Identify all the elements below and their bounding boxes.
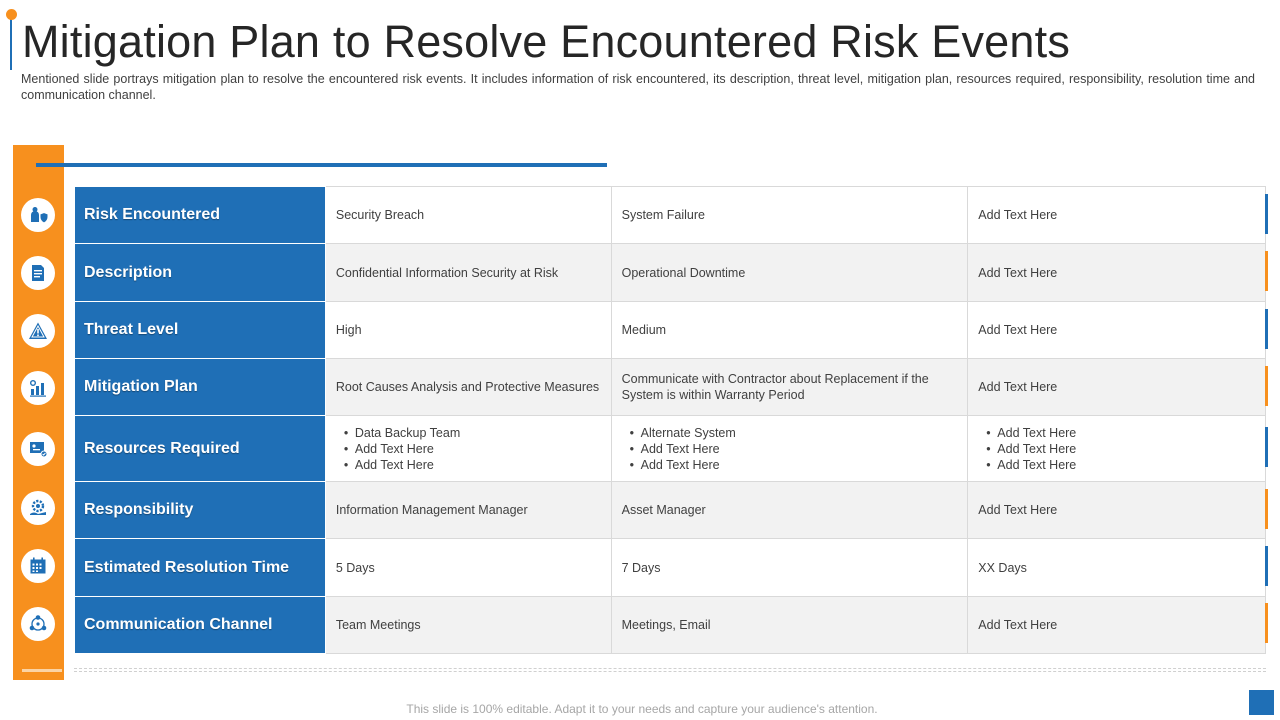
page-title: Mitigation Plan to Resolve Encountered Risk Events bbox=[22, 16, 1071, 67]
table-cell bbox=[325, 416, 611, 482]
document-icon bbox=[21, 256, 55, 290]
table-cell: High bbox=[325, 302, 611, 359]
table-cell: System Failure bbox=[611, 187, 968, 244]
table-cell: Asset Manager bbox=[611, 482, 968, 539]
top-blue-bar bbox=[36, 163, 607, 167]
table-cell: Team Meetings bbox=[325, 597, 611, 654]
title-accent-line bbox=[10, 14, 12, 70]
calendar-icon bbox=[21, 549, 55, 583]
page-subtitle: Mentioned slide portrays mitigation plan to resolve the encountered risk events. It includes information of risk encountered, its description, threat level, mitigation plan, resources required, responsibility, resolution time and communication channel. bbox=[21, 72, 1255, 102]
table-row bbox=[75, 539, 1266, 597]
row-header-mitigation-plan: Mitigation Plan bbox=[75, 359, 326, 416]
row-header-description: Description bbox=[75, 244, 326, 302]
table-cell: Medium bbox=[611, 302, 968, 359]
table-cell: Confidential Information Security at Risk bbox=[325, 244, 611, 302]
title-accent-dot bbox=[6, 9, 17, 20]
table-row bbox=[75, 244, 1266, 302]
gear-hand-icon bbox=[21, 491, 55, 525]
table-cell bbox=[611, 416, 968, 482]
table-row bbox=[75, 597, 1266, 654]
row-accent-tick bbox=[1265, 366, 1268, 406]
table-cell: 7 Days bbox=[611, 539, 968, 597]
list-item: • Add Text Here bbox=[344, 457, 601, 473]
table-cell: XX Days bbox=[968, 539, 1266, 597]
row-accent-tick bbox=[1265, 489, 1268, 529]
table-cell: Add Text Here bbox=[968, 187, 1266, 244]
bullet-list bbox=[622, 425, 958, 473]
table-row bbox=[75, 302, 1266, 359]
row-header-resources-required: Resources Required bbox=[75, 416, 326, 482]
bar-chart-icon bbox=[21, 371, 55, 405]
table-cell: Communicate with Contractor about Replacement if the System is within Warranty Period bbox=[611, 359, 968, 416]
row-accent-tick bbox=[1265, 194, 1268, 234]
table-cell bbox=[968, 416, 1266, 482]
table-cell: Add Text Here bbox=[968, 359, 1266, 416]
corner-blue-square bbox=[1249, 690, 1274, 715]
bottom-dashed-divider bbox=[74, 668, 1266, 672]
table-cell: Operational Downtime bbox=[611, 244, 968, 302]
table-row bbox=[75, 359, 1266, 416]
list-item: • Data Backup Team bbox=[344, 425, 601, 441]
table-cell: Add Text Here bbox=[968, 482, 1266, 539]
warning-triangle-icon bbox=[21, 314, 55, 348]
table-cell: Meetings, Email bbox=[611, 597, 968, 654]
list-item: • Add Text Here bbox=[630, 441, 958, 457]
table-cell: Add Text Here bbox=[968, 302, 1266, 359]
table-cell: Add Text Here bbox=[968, 597, 1266, 654]
list-item: • Add Text Here bbox=[344, 441, 601, 457]
network-people-icon bbox=[21, 607, 55, 641]
list-item: • Add Text Here bbox=[986, 441, 1255, 457]
list-item: • Add Text Here bbox=[630, 457, 958, 473]
row-header-threat-level: Threat Level bbox=[75, 302, 326, 359]
table-row bbox=[75, 187, 1266, 244]
row-header-estimated-resolution-time: Estimated Resolution Time bbox=[75, 539, 326, 597]
table-cell: Information Management Manager bbox=[325, 482, 611, 539]
table-row bbox=[75, 482, 1266, 539]
mitigation-table bbox=[74, 186, 1266, 654]
bullet-list bbox=[336, 425, 601, 473]
table-row bbox=[75, 416, 1266, 482]
row-accent-tick bbox=[1265, 427, 1268, 467]
row-accent-tick bbox=[1265, 603, 1268, 643]
table-cell: Add Text Here bbox=[968, 244, 1266, 302]
row-header-responsibility: Responsibility bbox=[75, 482, 326, 539]
side-strip-dash bbox=[22, 669, 62, 672]
list-item: • Add Text Here bbox=[986, 457, 1255, 473]
table-cell: Security Breach bbox=[325, 187, 611, 244]
bullet-list bbox=[978, 425, 1255, 473]
row-accent-tick bbox=[1265, 309, 1268, 349]
table-cell: 5 Days bbox=[325, 539, 611, 597]
row-accent-tick bbox=[1265, 546, 1268, 586]
row-accent-tick bbox=[1265, 251, 1268, 291]
list-item: • Alternate System bbox=[630, 425, 958, 441]
footer-note: This slide is 100% editable. Adapt it to your needs and capture your audience's attention. bbox=[406, 702, 878, 716]
row-header-communication-channel: Communication Channel bbox=[75, 597, 326, 654]
row-header-risk-encountered: Risk Encountered bbox=[75, 187, 326, 244]
presentation-board-icon bbox=[21, 432, 55, 466]
table-cell: Root Causes Analysis and Protective Measures bbox=[325, 359, 611, 416]
list-item: • Add Text Here bbox=[986, 425, 1255, 441]
person-shield-icon bbox=[21, 198, 55, 232]
